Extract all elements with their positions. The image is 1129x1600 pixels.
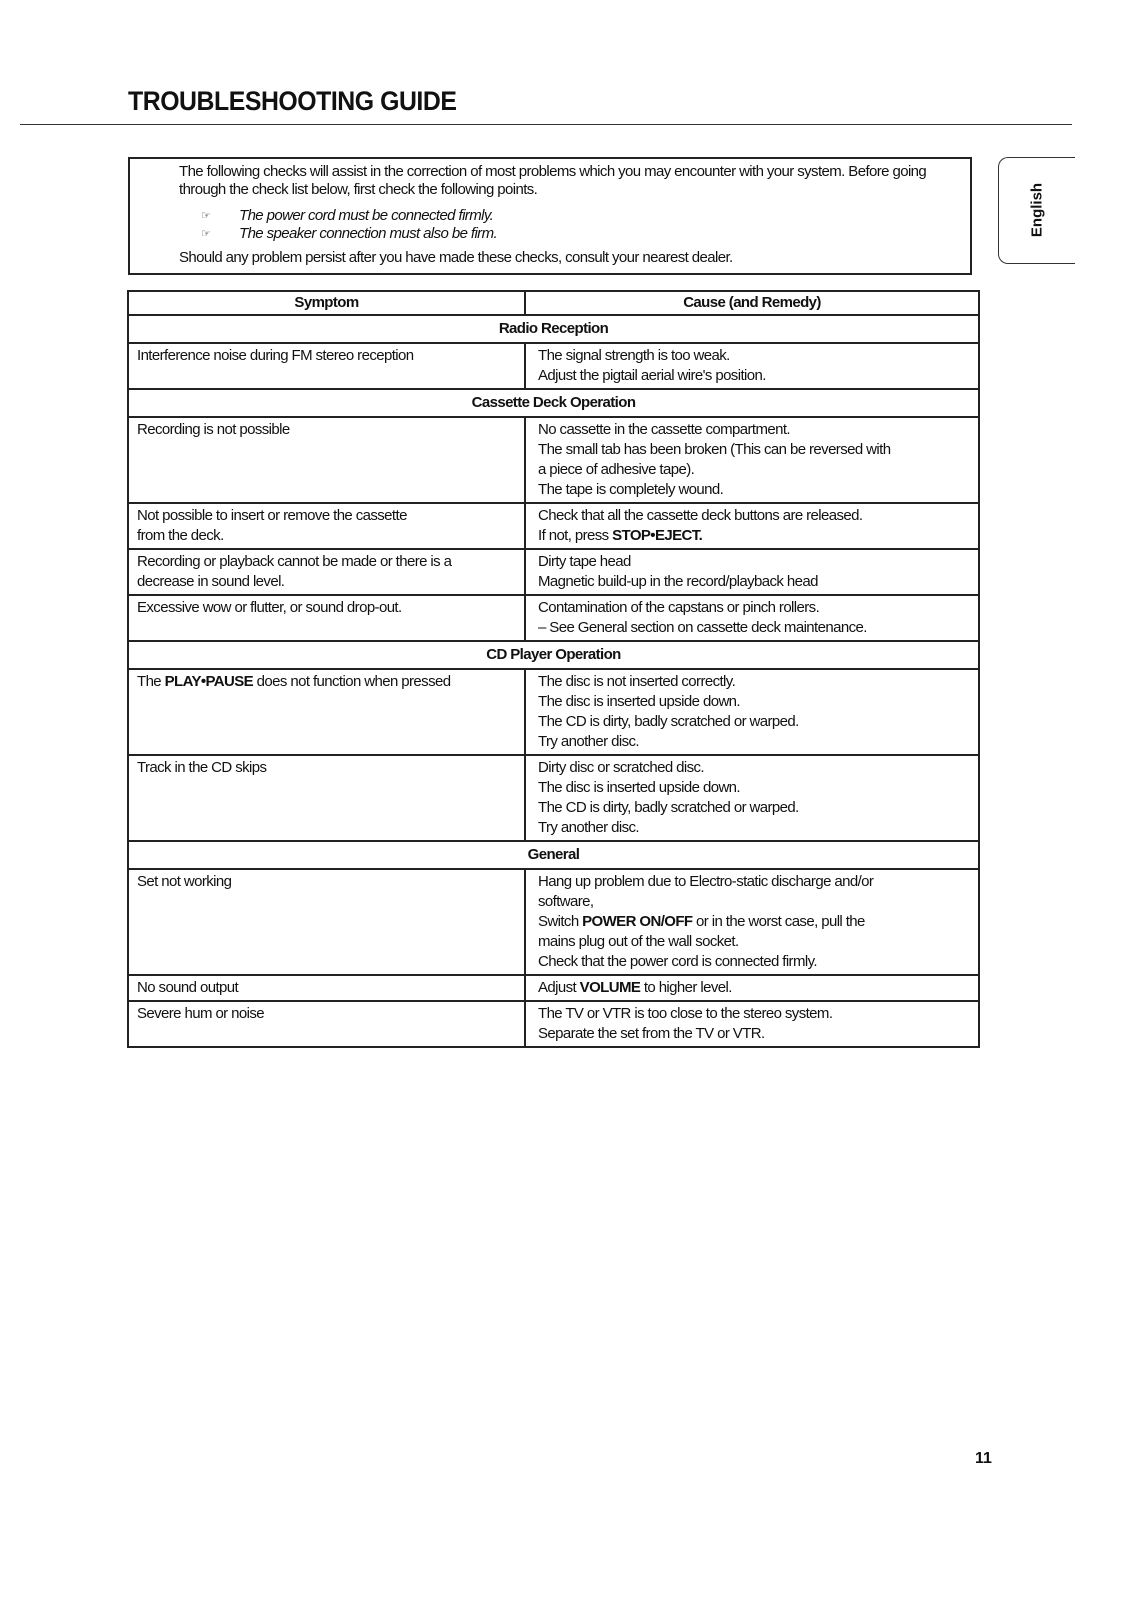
symptom-cell (128, 549, 525, 595)
text-line (538, 572, 970, 592)
text-line (137, 552, 516, 572)
page-number: 11 (975, 1450, 992, 1467)
text-line (538, 732, 970, 752)
text-line (538, 480, 970, 500)
text-segment: Contamination of the capstans or pinch rollers. (538, 599, 820, 616)
section-row (128, 315, 979, 343)
text-line (137, 872, 516, 892)
text-line (137, 978, 516, 998)
text-segment: Switch (538, 913, 583, 930)
text-line (538, 912, 970, 932)
text-segment: Not possible to insert or remove the cassette (137, 507, 407, 524)
table-row (128, 1001, 979, 1047)
text-segment: The disc is inserted upside down. (538, 693, 740, 710)
section-row (128, 641, 979, 669)
text-segment: Adjust (538, 979, 580, 996)
text-line (538, 712, 970, 732)
section-title: Cassette Deck Operation (128, 389, 979, 417)
text-segment: does not function when pressed (253, 673, 451, 690)
text-line (538, 366, 970, 386)
text-segment: The disc is inserted upside down. (538, 779, 740, 796)
cause-cell (525, 417, 979, 503)
text-segment: The CD is dirty, badly scratched or warped. (538, 799, 799, 816)
text-line (137, 506, 516, 526)
pointing-hand-icon: ☞ (201, 228, 211, 240)
text-line (538, 346, 970, 366)
table-row (128, 417, 979, 503)
text-segment: The signal strength is too weak. (538, 347, 730, 364)
text-segment: Separate the set from the TV or VTR. (538, 1025, 765, 1042)
text-line (538, 618, 970, 638)
text-line (538, 598, 970, 618)
table-row (128, 975, 979, 1001)
text-line (137, 526, 516, 546)
text-line (538, 818, 970, 838)
text-line (538, 506, 970, 526)
title-rule (20, 124, 1072, 125)
text-segment: or in the worst case, pull the (692, 913, 865, 930)
symptom-cell (128, 503, 525, 549)
symptom-cell (128, 595, 525, 641)
text-line (538, 778, 970, 798)
text-segment: Hang up problem due to Electro-static discharge and/or (538, 873, 874, 890)
text-segment: Track in the CD skips (137, 759, 267, 776)
text-line (538, 872, 970, 892)
symptom-cell (128, 975, 525, 1001)
cause-cell (525, 549, 979, 595)
text-segment: Adjust the pigtail aerial wire's position. (538, 367, 766, 384)
text-line (137, 420, 516, 440)
text-line (538, 1024, 970, 1044)
pointing-hand-icon: ☞ (201, 210, 211, 222)
text-segment: The TV or VTR is too close to the stereo system. (538, 1005, 833, 1022)
text-line (538, 1004, 970, 1024)
text-line (137, 572, 516, 592)
text-line (538, 892, 970, 912)
intro-box (128, 157, 972, 275)
intro-closing: Should any problem persist after you have made these checks, consult your nearest dealer. (179, 249, 733, 266)
text-line (137, 672, 516, 692)
text-segment: Set not working (137, 873, 232, 890)
section-title: General (128, 841, 979, 869)
symptom-cell (128, 869, 525, 975)
text-line (538, 952, 970, 972)
text-segment: The small tab has been broken (This can be reversed with (538, 441, 891, 458)
table-row (128, 669, 979, 755)
text-line (538, 672, 970, 692)
text-segment: The CD is dirty, badly scratched or warped. (538, 713, 799, 730)
text-segment: Excessive wow or flutter, or sound drop-out. (137, 599, 402, 616)
text-segment: – See General section on cassette deck maintenance. (538, 619, 867, 636)
text-segment: No sound output (137, 979, 239, 996)
table-row (128, 343, 979, 389)
header-symptom: Symptom (128, 291, 525, 315)
cause-cell (525, 975, 979, 1001)
text-line (538, 798, 970, 818)
table-row (128, 503, 979, 549)
text-segment: decrease in sound level. (137, 573, 285, 590)
section-row (128, 841, 979, 869)
cause-cell (525, 869, 979, 975)
text-segment: Try another disc. (538, 733, 639, 750)
section-row (128, 389, 979, 417)
text-segment: a piece of adhesive tape). (538, 461, 695, 478)
text-segment: Check that all the cassette deck buttons are released. (538, 507, 863, 524)
symptom-cell (128, 755, 525, 841)
text-segment: to higher level. (640, 979, 732, 996)
table-row (128, 595, 979, 641)
text-segment: Dirty tape head (538, 553, 631, 570)
cause-cell (525, 669, 979, 755)
bold-term: VOLUME (579, 979, 641, 996)
intro-text: The following checks will assist in the correction of most problems which you may encounter with your system. Before going through the check list below, first check the following points. (179, 163, 927, 198)
table-row (128, 549, 979, 595)
cause-cell (525, 755, 979, 841)
text-line (538, 692, 970, 712)
cause-cell (525, 503, 979, 549)
text-segment: No cassette in the cassette compartment. (538, 421, 790, 438)
text-segment: The (137, 673, 165, 690)
language-tab: English (998, 157, 1075, 264)
text-line (137, 346, 516, 366)
text-segment: Recording or playback cannot be made or there is a (137, 553, 452, 570)
text-segment: Severe hum or noise (137, 1005, 265, 1022)
text-segment: If not, press (538, 527, 613, 544)
text-line (137, 1004, 516, 1024)
text-line (538, 526, 970, 546)
table-row (128, 869, 979, 975)
cause-cell (525, 1001, 979, 1047)
check-point: ☞ The power cord must be connected firmly. (201, 207, 494, 224)
bold-term: POWER ON/OFF (582, 913, 693, 930)
text-segment: from the deck. (137, 527, 224, 544)
text-segment: Magnetic build-up in the record/playback head (538, 573, 818, 590)
check-point: ☞ The speaker connection must also be firm. (201, 225, 498, 242)
page-title: TROUBLESHOOTING GUIDE (128, 86, 457, 116)
text-segment: The disc is not inserted correctly. (538, 673, 736, 690)
section-title: CD Player Operation (128, 641, 979, 669)
table-row (128, 755, 979, 841)
symptom-cell (128, 417, 525, 503)
header-cause: Cause (and Remedy) (525, 291, 979, 315)
symptom-cell (128, 669, 525, 755)
section-title: Radio Reception (128, 315, 979, 343)
text-segment: Recording is not possible (137, 421, 290, 438)
text-line (137, 758, 516, 778)
text-line (538, 460, 970, 480)
text-segment: mains plug out of the wall socket. (538, 933, 739, 950)
text-line (538, 440, 970, 460)
symptom-cell (128, 1001, 525, 1047)
text-line (538, 932, 970, 952)
text-line (137, 598, 516, 618)
text-segment: Check that the power cord is connected firmly. (538, 953, 817, 970)
text-segment: software, (538, 893, 594, 910)
text-segment: The tape is completely wound. (538, 481, 724, 498)
bold-term: STOP•EJECT. (612, 527, 703, 544)
text-segment: Try another disc. (538, 819, 639, 836)
text-segment: Interference noise during FM stereo reception (137, 347, 414, 364)
cause-cell (525, 343, 979, 389)
text-line (538, 758, 970, 778)
text-line (538, 978, 970, 998)
text-line (538, 420, 970, 440)
symptom-cell (128, 343, 525, 389)
text-segment: Dirty disc or scratched disc. (538, 759, 704, 776)
bold-term: PLAY•PAUSE (164, 673, 254, 690)
text-line (538, 552, 970, 572)
troubleshooting-table (127, 290, 980, 1048)
cause-cell (525, 595, 979, 641)
